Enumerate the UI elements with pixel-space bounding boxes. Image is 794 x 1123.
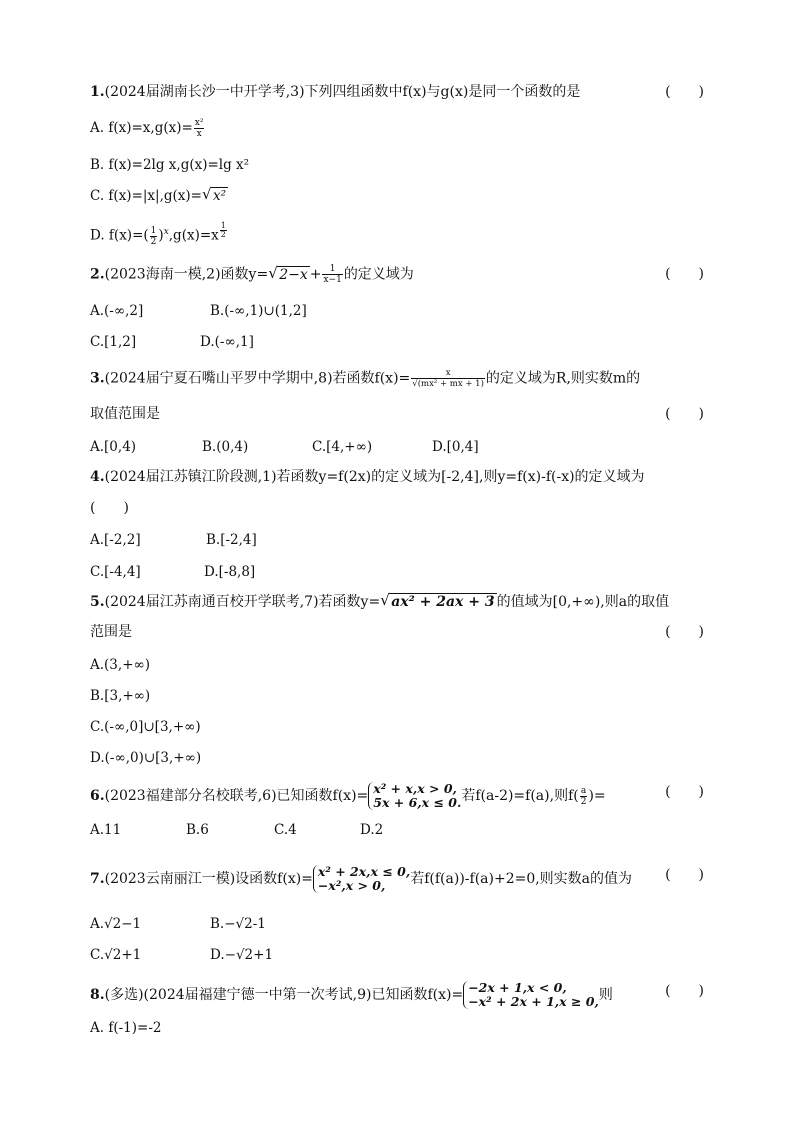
question-6-stem: 6.(2023福建部分名校联考,6)已知函数f(x)= x² + x,x > 0, 5x + 6,x ≤ 0. 若f(a-2)=f(a),则f( $\frac{a}{2}$ )= ( ) bbox=[90, 781, 704, 810]
question-4-options-row-2: C.[-4,4] D.[-8,8] bbox=[90, 564, 256, 580]
question-8-stem: 8.(多选)(2024届福建宁德一中第一次考试,9)已知函数f(x)= −2x + 1,x < 0, −x² + 2x + 1,x ≥ 0, 则 ( ) bbox=[90, 980, 704, 1009]
question-5-stem-cont: 范围是 ( ) bbox=[90, 624, 704, 640]
question-5-option-b: B.[3,+∞) bbox=[90, 688, 151, 704]
question-7-options-row-2: C.√2+1 D.−√2+1 bbox=[90, 947, 274, 963]
question-2-stem: 2.(2023海南一模,2)函数y=√ 2−x + $\frac{1}{x-1}$ 的定义域为 ( ) bbox=[90, 264, 704, 285]
piecewise-brace: x² + x,x > 0, 5x + 6,x ≤ 0. bbox=[368, 782, 461, 810]
question-5-option-a: A.(3,+∞) bbox=[90, 657, 151, 673]
piecewise-brace: x² + 2x,x ≤ 0, −x²,x > 0, bbox=[313, 865, 410, 893]
question-3-stem: 3.(2024届宁夏石嘴山平罗中学期中,8)若函数f(x)= $\frac{x}{\text{√(mx² + mx + 1)}}$ 的定义域为R,则实数m的 bbox=[90, 368, 641, 389]
question-7-options-row-1: A.√2−1 B.−√2-1 bbox=[90, 916, 266, 932]
question-1-option-b: B. f(x)=2lg x,g(x)=lg x² bbox=[90, 157, 250, 173]
answer-paren: ( ) bbox=[665, 84, 704, 100]
question-1-option-d: D. f(x)=( $\frac{1}{2}$ )$^x$,g(x)=x $^{\frac{1}{2}}$ bbox=[90, 221, 226, 247]
question-4-options-row-1: A.[-2,2] B.[-2,4] bbox=[90, 532, 257, 548]
question-8-option-a: A. f(-1)=-2 bbox=[90, 1020, 162, 1036]
question-2-options-row-1: A.(-∞,2] B.(-∞,1)∪(1,2] bbox=[90, 303, 307, 319]
question-7-stem: 7.(2023云南丽江一模)设函数f(x)= x² + 2x,x ≤ 0, −x²,x > 0, 若f(f(a))-f(a)+2=0,则实数a的值为 ( ) bbox=[90, 864, 704, 893]
question-5-option-d: D.(-∞,0)∪[3,+∞) bbox=[90, 750, 202, 766]
question-2-options-row-2: C.[1,2] D.(-∞,1] bbox=[90, 334, 254, 350]
question-5-option-c: C.(-∞,0]∪[3,+∞) bbox=[90, 719, 201, 735]
question-1-option-a: A. f(x)=x,g(x)= $\frac{\text{x²}}{x}$ bbox=[90, 118, 204, 139]
sqrt: √ x² bbox=[202, 186, 228, 206]
question-5-stem: 5.(2024届江苏南通百校开学联考,7)若函数y=√ ax² + 2ax + 3 的值域为[0,+∞),则a的取值 bbox=[90, 592, 704, 612]
fraction: $\frac{\text{x²}}{x}$ bbox=[194, 118, 204, 139]
question-1-option-c: C. f(x)=|x|,g(x)=√ x² bbox=[90, 186, 704, 206]
question-3-options: A.[0,4) B.(0,4) C.[4,+∞) D.[0,4] bbox=[90, 439, 479, 455]
question-4-paren-line: ( ) bbox=[90, 500, 129, 516]
piecewise-brace: −2x + 1,x < 0, −x² + 2x + 1,x ≥ 0, bbox=[463, 981, 599, 1009]
question-3-stem-cont: 取值范围是 ( ) bbox=[90, 406, 704, 422]
question-1-stem: 1.(2024届湖南长沙一中开学考,3)下列四组函数中f(x)与g(x)是同一个函数的是 ( ) bbox=[90, 84, 704, 100]
question-6-options: A.11 B.6 C.4 D.2 bbox=[90, 822, 384, 838]
question-4-stem: 4.(2024届江苏镇江阶段测,1)若函数y=f(2x)的定义域为[-2,4],则y=f(x)-f(-x)的定义域为 bbox=[90, 469, 645, 485]
